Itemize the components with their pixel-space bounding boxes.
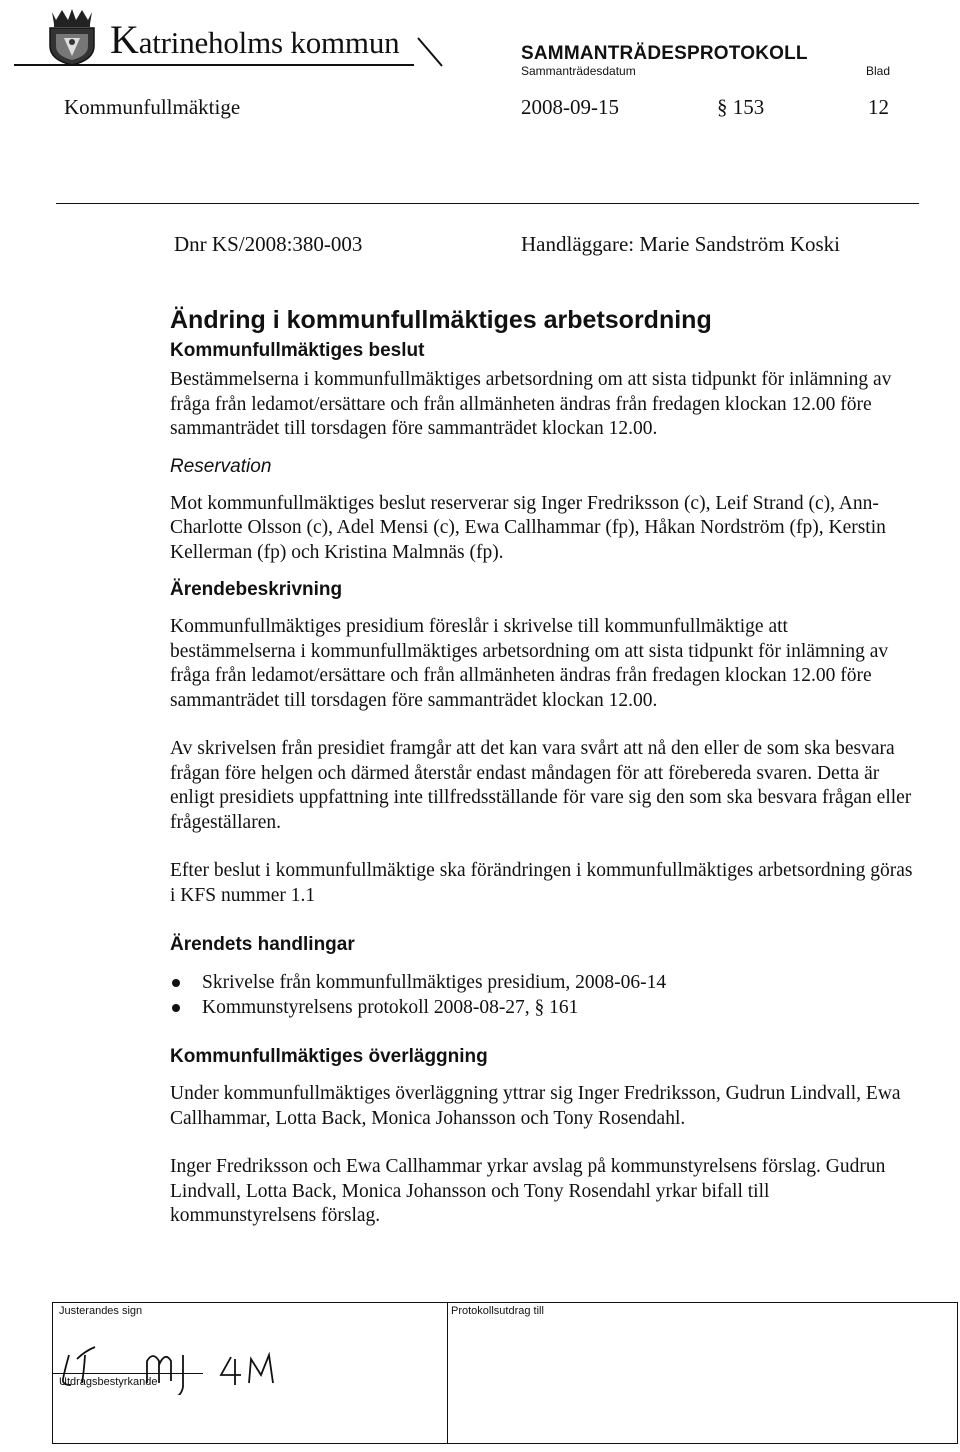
- decision-text: Bestämmelserna i kommunfullmäktiges arbetsordning om att sista tidpunkt för inlämning av fråga från ledamot/ersättare och från allmänheten ändras från fredagen klockan 12.00 före sammanträdet till torsdagen före sammanträdet klockan 12.00.: [170, 369, 892, 439]
- body-name: Kommunfullmäktige: [64, 95, 241, 119]
- list-item: Skrivelse från kommunfullmäktiges presidium, 2008-06-14: [170, 970, 918, 995]
- footer-signature-boxes: [52, 1302, 958, 1444]
- page-number: 12: [868, 95, 889, 119]
- municipal-coat-of-arms-logo: [44, 8, 100, 66]
- reservation-heading: Reservation: [170, 455, 272, 477]
- header-divider: [56, 203, 919, 204]
- reservation-text: Mot kommunfullmäktiges beslut reserverar sig Inger Fredriksson (c), Leif Strand (c), Ann-Charlotte Olsson (c), Adel Mensi (c), Ewa Callhammar (fp), Håkan Nordström (fp), Kerstin Kellerman (fp) och Kristina Malmnäs (fp).: [170, 492, 886, 563]
- header-underline: [14, 64, 414, 66]
- signature-box: [53, 1303, 448, 1443]
- municipality-name: Katrineholms kommun: [110, 17, 400, 62]
- page-label: Blad: [866, 64, 891, 78]
- deliberation-paragraph-1: Under kommunfullmäktiges överläggning yttrar sig Inger Fredriksson, Gudrun Lindvall, Ewa Callhammar, Lotta Back, Monica Johansson och Tony Rosendahl.: [170, 1083, 901, 1129]
- extract-certification-label: Utdragsbestyrkande: [59, 1376, 158, 1388]
- signature-label: Justerandes sign: [59, 1305, 143, 1317]
- paragraph-number: § 153: [717, 95, 765, 119]
- description-paragraph-1: Kommunfullmäktiges presidium föreslår i skrivelse till kommunfullmäktige att bestämmelserna i kommunfullmäktiges arbetsordning om att sista tidpunkt för inlämning av fråga från ledamot/ersättare och från allmänheten ändras från fredagen klockan 12.00 före sammanträdet till torsdagen före sammanträdet klockan 12.00.: [170, 616, 889, 711]
- case-officer: Handläggare: Marie Sandström Koski: [521, 232, 841, 256]
- protocol-extract-label: Protokollsutdrag till: [451, 1305, 544, 1317]
- description-paragraph-3: Efter beslut i kommunfullmäktige ska förändringen i kommunfullmäktiges arbetsordning göras i KFS nummer 1.1: [170, 860, 913, 906]
- extract-certification-box: [53, 1373, 203, 1444]
- deliberation-paragraph-2: Inger Fredriksson och Ewa Callhammar yrkar avslag på kommunstyrelsens förslag. Gudrun Lindvall, Lotta Back, Monica Johansson och Tony Rosendahl yrkar bifall till kommunstyrelsens förslag.: [170, 1156, 886, 1226]
- decision-heading: Kommunfullmäktiges beslut: [170, 340, 425, 361]
- case-number: Dnr KS/2008:380-003: [174, 232, 363, 256]
- meeting-date-label: Sammanträdesdatum: [521, 64, 636, 78]
- header-slash-mark: [416, 36, 444, 68]
- documents-list: [170, 970, 918, 1020]
- meeting-date: 2008-09-15: [521, 95, 619, 119]
- protocol-content: [170, 302, 918, 1229]
- item-title: Ändring i kommunfullmäktiges arbetsordning: [170, 306, 712, 334]
- description-heading: Ärendebeskrivning: [170, 579, 343, 600]
- description-paragraph-2: Av skrivelsen från presidiet framgår att det kan vara svårt att nå den eller de som ska besvara frågan före helgen och därmed återstår endast måndagen för att förebereda svaren. Detta är enligt presidiets uppfattning inte tillfredsställande för vare sig den som ska besvara frågan eller frågeställaren.: [170, 738, 912, 833]
- list-item: Kommunstyrelsens protokoll 2008-08-27, § 161: [170, 995, 918, 1020]
- documents-heading: Ärendets handlingar: [170, 934, 355, 955]
- document-type: SAMMANTRÄDESPROTOKOLL: [521, 43, 808, 64]
- deliberation-heading: Kommunfullmäktiges överläggning: [170, 1046, 488, 1067]
